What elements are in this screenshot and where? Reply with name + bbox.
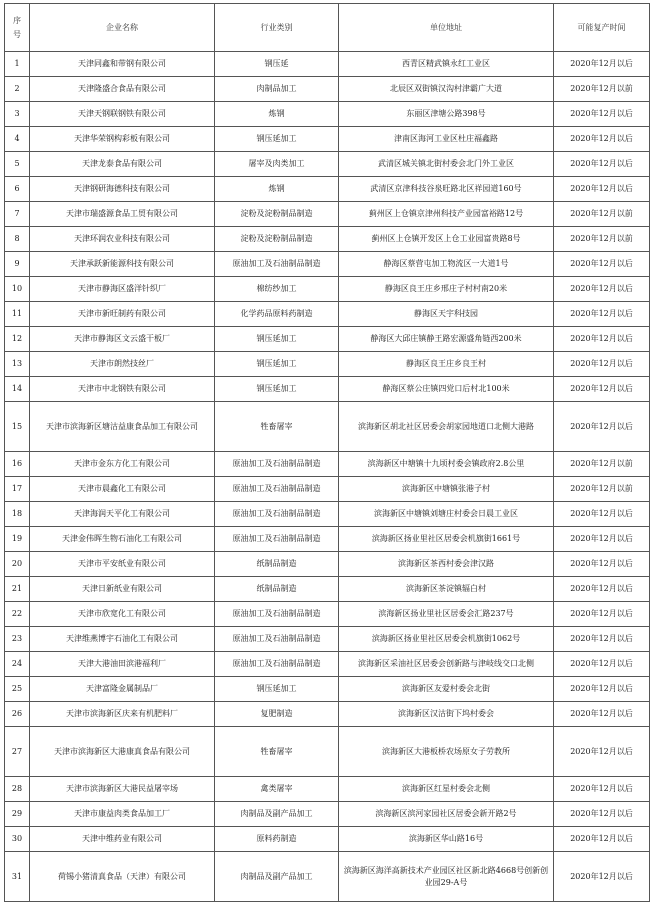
table-row: [5, 477, 650, 502]
cell-serial-no: 27: [5, 727, 30, 777]
cell-enterprise-name: 天津市康益肉类食品加工厂: [30, 802, 215, 827]
cell-enterprise-name: 天津承跃新能源科技有限公司: [30, 252, 215, 277]
cell-serial-no: 7: [5, 202, 30, 227]
table-row: [5, 152, 650, 177]
cell-serial-no: 21: [5, 577, 30, 602]
table-row: [5, 127, 650, 152]
cell-serial-no: 1: [5, 52, 30, 77]
cell-enterprise-name: 天津金伟晖生物石油化工有限公司: [30, 527, 215, 552]
cell-unit-address: 滨海新区红星村委会北侧: [339, 777, 554, 802]
cell-unit-address: 滨海新区华山路16号: [339, 827, 554, 852]
cell-resume-time: 2020年12月以后: [554, 627, 650, 652]
cell-resume-time: 2020年12月以后: [554, 52, 650, 77]
cell-industry-category: 纸制品制造: [215, 552, 339, 577]
cell-serial-no: 25: [5, 677, 30, 702]
cell-unit-address: 滨海新区扬业里社区居委会汇路237号: [339, 602, 554, 627]
cell-industry-category: 肉制品加工: [215, 77, 339, 102]
cell-unit-address: 西青区精武镇永红工业区: [339, 52, 554, 77]
table-row: [5, 177, 650, 202]
cell-resume-time: 2020年12月以后: [554, 552, 650, 577]
cell-unit-address: 滨海新区海洋高新技术产业园区社区新北路4668号创新创业园29-A号: [339, 852, 554, 902]
cell-serial-no: 9: [5, 252, 30, 277]
table-row: [5, 227, 650, 252]
cell-serial-no: 20: [5, 552, 30, 577]
cell-serial-no: 26: [5, 702, 30, 727]
cell-industry-category: 钢压延加工: [215, 127, 339, 152]
cell-serial-no: 6: [5, 177, 30, 202]
cell-enterprise-name: 天津同鑫和带钢有限公司: [30, 52, 215, 77]
table-row: [5, 652, 650, 677]
cell-industry-category: 化学药品原料药制造: [215, 302, 339, 327]
cell-enterprise-name: 天津市滨海新区塘沽益康食品加工有限公司: [30, 402, 215, 452]
table-row: [5, 302, 650, 327]
cell-unit-address: 北辰区双街镇汉沟村津霸广大道: [339, 77, 554, 102]
cell-resume-time: 2020年12月以后: [554, 352, 650, 377]
cell-industry-category: 原油加工及石油制品制造: [215, 252, 339, 277]
cell-resume-time: 2020年12月以后: [554, 127, 650, 152]
cell-industry-category: 钢压延加工: [215, 352, 339, 377]
cell-enterprise-name: 天津环润农业科技有限公司: [30, 227, 215, 252]
cell-resume-time: 2020年12月以后: [554, 702, 650, 727]
cell-resume-time: 2020年12月以后: [554, 277, 650, 302]
cell-industry-category: 原油加工及石油制品制造: [215, 452, 339, 477]
cell-industry-category: 炼钢: [215, 177, 339, 202]
cell-resume-time: 2020年12月以后: [554, 102, 650, 127]
cell-industry-category: 肉制品及副产品加工: [215, 852, 339, 902]
cell-unit-address: 滨海新区采油社区居委会创新路与津岐线交口北侧: [339, 652, 554, 677]
cell-resume-time: 2020年12月以前: [554, 452, 650, 477]
cell-serial-no: 30: [5, 827, 30, 852]
table-row: [5, 252, 650, 277]
table-row: [5, 102, 650, 127]
cell-industry-category: 棉纺纱加工: [215, 277, 339, 302]
cell-unit-address: 静海区蔡营屯加工物流区一大道1号: [339, 252, 554, 277]
cell-unit-address: 静海区大邱庄镇静王路宏源盛角链西200米: [339, 327, 554, 352]
cell-unit-address: 武清区京津科技谷泉旺路北区祥园道160号: [339, 177, 554, 202]
cell-unit-address: 滨海新区茶淀镇辐白村: [339, 577, 554, 602]
cell-enterprise-name: 天津市静海区文云盛干板厂: [30, 327, 215, 352]
cell-resume-time: 2020年12月以后: [554, 327, 650, 352]
cell-industry-category: 钢压延加工: [215, 327, 339, 352]
cell-enterprise-name: 天津市晨鑫化工有限公司: [30, 477, 215, 502]
cell-industry-category: 钢压延加工: [215, 377, 339, 402]
table-row: [5, 52, 650, 77]
cell-industry-category: 牲畜屠宰: [215, 727, 339, 777]
table-row: [5, 627, 650, 652]
cell-resume-time: 2020年12月以后: [554, 377, 650, 402]
cell-industry-category: 原油加工及石油制品制造: [215, 627, 339, 652]
table-body: [5, 52, 650, 902]
cell-serial-no: 2: [5, 77, 30, 102]
cell-enterprise-name: 荷锡小猪清真食品（天津）有限公司: [30, 852, 215, 902]
cell-unit-address: 滨海新区中塘镇十九顷村委会镇政府2.8公里: [339, 452, 554, 477]
table-row: [5, 377, 650, 402]
table-row: [5, 552, 650, 577]
table-row: [5, 777, 650, 802]
header-serial-no: [5, 4, 30, 52]
cell-enterprise-name: 天津市滨海新区庆来有机肥料厂: [30, 702, 215, 727]
table-row: [5, 452, 650, 477]
cell-serial-no: 19: [5, 527, 30, 552]
cell-serial-no: 4: [5, 127, 30, 152]
cell-enterprise-name: 天津中维药业有限公司: [30, 827, 215, 852]
cell-enterprise-name: 天津市静海区盛洋针织厂: [30, 277, 215, 302]
cell-industry-category: 炼钢: [215, 102, 339, 127]
table-row: [5, 527, 650, 552]
cell-industry-category: 复肥制造: [215, 702, 339, 727]
cell-resume-time: 2020年12月以后: [554, 302, 650, 327]
cell-resume-time: 2020年12月以后: [554, 802, 650, 827]
table-row: [5, 352, 650, 377]
cell-serial-no: 24: [5, 652, 30, 677]
cell-serial-no: 12: [5, 327, 30, 352]
cell-serial-no: 17: [5, 477, 30, 502]
cell-resume-time: 2020年12月以后: [554, 502, 650, 527]
table-row: [5, 202, 650, 227]
table-row: [5, 277, 650, 302]
cell-resume-time: 2020年12月以后: [554, 602, 650, 627]
cell-resume-time: 2020年12月以前: [554, 77, 650, 102]
cell-industry-category: 牲畜屠宰: [215, 402, 339, 452]
cell-resume-time: 2020年12月以后: [554, 177, 650, 202]
cell-industry-category: 纸制品制造: [215, 577, 339, 602]
cell-enterprise-name: 天津市滨海新区大港民益屠宰场: [30, 777, 215, 802]
cell-serial-no: 5: [5, 152, 30, 177]
cell-serial-no: 29: [5, 802, 30, 827]
cell-enterprise-name: 天津龙泰食品有限公司: [30, 152, 215, 177]
cell-unit-address: 滨海新区滨河家园社区居委会新开路2号: [339, 802, 554, 827]
header-industry-category: 行业类别: [215, 4, 339, 52]
table-row: [5, 702, 650, 727]
cell-industry-category: 肉制品及副产品加工: [215, 802, 339, 827]
cell-unit-address: 静海区天宇科技园: [339, 302, 554, 327]
cell-serial-no: 16: [5, 452, 30, 477]
table-row: [5, 602, 650, 627]
cell-enterprise-name: 天津钢研海德科技有限公司: [30, 177, 215, 202]
cell-resume-time: 2020年12月以后: [554, 152, 650, 177]
cell-enterprise-name: 天津富隆金属制品厂: [30, 677, 215, 702]
cell-resume-time: 2020年12月以后: [554, 827, 650, 852]
cell-enterprise-name: 天津大港油田滨港福利厂: [30, 652, 215, 677]
table-row: [5, 577, 650, 602]
header-row: [5, 4, 650, 52]
cell-resume-time: 2020年12月以后: [554, 777, 650, 802]
cell-unit-address: 滨海新区大港板桥农场原女子劳教所: [339, 727, 554, 777]
cell-resume-time: 2020年12月以后: [554, 577, 650, 602]
cell-unit-address: 滨海新区中塘镇张港子村: [339, 477, 554, 502]
cell-serial-no: 22: [5, 602, 30, 627]
cell-resume-time: 2020年12月以前: [554, 477, 650, 502]
cell-serial-no: 8: [5, 227, 30, 252]
cell-unit-address: 东丽区津塘公路398号: [339, 102, 554, 127]
cell-industry-category: 淀粉及淀粉制品制造: [215, 227, 339, 252]
cell-industry-category: 原油加工及石油制品制造: [215, 477, 339, 502]
cell-resume-time: 2020年12月以后: [554, 852, 650, 902]
cell-resume-time: 2020年12月以前: [554, 202, 650, 227]
cell-enterprise-name: 天津市新旺制药有限公司: [30, 302, 215, 327]
table-row: [5, 77, 650, 102]
cell-industry-category: 淀粉及淀粉制品制造: [215, 202, 339, 227]
cell-resume-time: 2020年12月以后: [554, 677, 650, 702]
table-row: [5, 802, 650, 827]
cell-industry-category: 原油加工及石油制品制造: [215, 527, 339, 552]
cell-serial-no: 3: [5, 102, 30, 127]
cell-enterprise-name: 天津市平安纸业有限公司: [30, 552, 215, 577]
cell-enterprise-name: 天津日新纸业有限公司: [30, 577, 215, 602]
table-row: [5, 727, 650, 777]
cell-serial-no: 18: [5, 502, 30, 527]
table-row: [5, 852, 650, 902]
cell-serial-no: 10: [5, 277, 30, 302]
cell-unit-address: 滨海新区友爱村委会北街: [339, 677, 554, 702]
cell-unit-address: 静海区良王庄乡良王村: [339, 352, 554, 377]
cell-enterprise-name: 天津华荣钢构彩板有限公司: [30, 127, 215, 152]
cell-unit-address: 滨海新区胡北社区居委会胡家园地道口北侧大港路: [339, 402, 554, 452]
cell-serial-no: 23: [5, 627, 30, 652]
cell-resume-time: 2020年12月以后: [554, 252, 650, 277]
table-row: [5, 827, 650, 852]
cell-resume-time: 2020年12月以后: [554, 402, 650, 452]
cell-serial-no: 31: [5, 852, 30, 902]
cell-unit-address: 静海区蔡公庄镇四党口后村北100米: [339, 377, 554, 402]
cell-serial-no: 11: [5, 302, 30, 327]
cell-serial-no: 13: [5, 352, 30, 377]
cell-industry-category: 原油加工及石油制品制造: [215, 602, 339, 627]
table-header: [5, 4, 650, 52]
cell-resume-time: 2020年12月以后: [554, 652, 650, 677]
cell-industry-category: 原料药制造: [215, 827, 339, 852]
cell-unit-address: 滨海新区扬业里社区居委会机旗街1661号: [339, 527, 554, 552]
enterprise-table: [4, 3, 650, 902]
cell-unit-address: 蓟州区上仓镇京津州科技产业园富裕路12号: [339, 202, 554, 227]
header-resume-time: 可能复产时间: [554, 4, 650, 52]
cell-resume-time: 2020年12月以后: [554, 527, 650, 552]
cell-enterprise-name: 天津维燕博宇石油化工有限公司: [30, 627, 215, 652]
cell-enterprise-name: 天津市中北钢铁有限公司: [30, 377, 215, 402]
cell-serial-no: 28: [5, 777, 30, 802]
cell-unit-address: 蓟州区上仓镇开发区上仓工业园富贵路8号: [339, 227, 554, 252]
cell-resume-time: 2020年12月以前: [554, 227, 650, 252]
cell-resume-time: 2020年12月以后: [554, 727, 650, 777]
header-serial-no-line1: 序: [13, 15, 21, 25]
cell-industry-category: 屠宰及肉类加工: [215, 152, 339, 177]
cell-enterprise-name: 天津隆盛合食品有限公司: [30, 77, 215, 102]
cell-unit-address: 滨海新区扬业里社区居委会机旗街1062号: [339, 627, 554, 652]
cell-unit-address: 滨海新区汉沽街下坞村委会: [339, 702, 554, 727]
cell-enterprise-name: 天津市朗然技丝厂: [30, 352, 215, 377]
cell-unit-address: 武清区城关镇北街村委会北门外工业区: [339, 152, 554, 177]
cell-unit-address: 滨海新区中塘镇刘塘庄村委会日晨工业区: [339, 502, 554, 527]
cell-enterprise-name: 天津市瑞盛源食品工贸有限公司: [30, 202, 215, 227]
cell-unit-address: 静海区良王庄乡邢庄子村村南20米: [339, 277, 554, 302]
table-row: [5, 677, 650, 702]
cell-industry-category: 原油加工及石油制品制造: [215, 652, 339, 677]
table-row: [5, 327, 650, 352]
header-unit-address: 单位地址: [339, 4, 554, 52]
cell-industry-category: 禽类屠宰: [215, 777, 339, 802]
cell-industry-category: 原油加工及石油制品制造: [215, 502, 339, 527]
cell-serial-no: 14: [5, 377, 30, 402]
cell-enterprise-name: 天津天钢联钢铁有限公司: [30, 102, 215, 127]
cell-unit-address: 滨海新区茶西村委会津汉路: [339, 552, 554, 577]
table-row: [5, 502, 650, 527]
cell-serial-no: 15: [5, 402, 30, 452]
header-enterprise-name: 企业名称: [30, 4, 215, 52]
cell-unit-address: 津南区海河工业区杜庄福鑫路: [339, 127, 554, 152]
cell-industry-category: 钢压延: [215, 52, 339, 77]
cell-enterprise-name: 天津海润天平化工有限公司: [30, 502, 215, 527]
cell-enterprise-name: 天津市欣宽化工有限公司: [30, 602, 215, 627]
cell-enterprise-name: 天津市金东方化工有限公司: [30, 452, 215, 477]
cell-industry-category: 钢压延加工: [215, 677, 339, 702]
table-row: [5, 402, 650, 452]
header-serial-no-line2: 号: [13, 29, 21, 39]
cell-enterprise-name: 天津市滨海新区大港康真食品有限公司: [30, 727, 215, 777]
